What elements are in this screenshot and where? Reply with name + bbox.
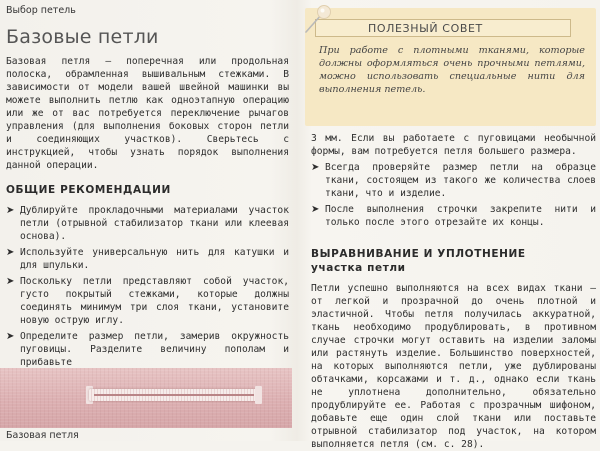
right-bullet-list — [311, 161, 596, 229]
intro-paragraph: Базовая петля — поперечная или продольная полоска, обрамленная вышивальным стежками. В зависимости от модели вашей швейной машинки вы можете выполнить петлю как одноэтапную операцию или же от вас потребуется переключение рычагов управления (для выполнения боковых сторон петли и соединяющих участков). Сверьтесь с инструкцией, чтобы узнать порядок выполнения данной операции. — [6, 56, 289, 171]
buttonhole-bartack-right — [255, 386, 262, 404]
list-item-text: Дублируйте прокладочными материалами участок петли (отрывной стабилизатор ткани или клеевая основа). — [20, 205, 289, 242]
list-item — [311, 161, 596, 200]
list-item-text: Всегда проверяйте размер петли на образце ткани, состоящем из такого же количества слоев ткани, что и изделие. — [325, 162, 596, 199]
photo-caption: Базовая петля — [6, 430, 79, 441]
continuation-paragraph: 3 мм. Если вы работаете с пуговицами необычной формы, вам потребуется петля большего размера. — [311, 133, 596, 157]
list-item-text: После выполнения строчки закрепите нити и только после этого отрезайте их концы. — [325, 204, 596, 228]
right-column — [311, 132, 596, 451]
list-item-text: Определите размер петли, замерив окружность пуговицы. Разделите величину пополам и прибавьте — [20, 331, 289, 368]
stabilizing-heading-line1: ВЫРАВНИВАНИЕ И УПЛОТНЕНИЕ — [311, 248, 526, 260]
arrowhead-bullet-icon: ➤ — [311, 204, 320, 215]
tip-box — [305, 8, 596, 126]
list-item — [6, 204, 289, 243]
arrowhead-bullet-icon: ➤ — [311, 162, 320, 173]
list-item — [6, 330, 289, 369]
tip-title: ПОЛЕЗНЫЙ СОВЕТ — [315, 19, 571, 37]
stabilizing-heading-line2: участка петли — [311, 262, 406, 274]
stabilizing-paragraph: Петли успешно выполняются на всех видах ткани — от легкой и прозрачной до очень плотной и эластичной. Чтобы петля получилась аккуратной, ткань необходимо продублировать, в противном случае строчки могут оставить на изделии заломы или растянуть изделие. Большинство поверхностей, на которых выполняются петли, уже дублированы обтачками, корсажами и т. д., однако если ткань не уплотнена дополнительно, обязательно продублируйте ее. Работая с прозрачным шифоном, добавьте еще один слой ткани или поставьте отрывной стабилизатор под участок, на котором выполняется петля (см. с. 28). — [311, 283, 596, 450]
general-bullet-list — [6, 204, 289, 369]
list-item — [6, 275, 289, 327]
arrowhead-bullet-icon: ➤ — [6, 331, 15, 342]
stabilizing-heading — [311, 247, 596, 275]
running-head: Выбор петель — [6, 5, 76, 16]
list-item — [311, 203, 596, 229]
arrowhead-bullet-icon: ➤ — [6, 205, 15, 216]
arrowhead-bullet-icon: ➤ — [6, 247, 15, 258]
list-item — [6, 246, 289, 272]
list-item-text: Поскольку петли представляют собой участок, густо покрытый стежками, которые должны соединять минимум три слоя ткани, установите новую острую иглу. — [20, 276, 289, 326]
buttonhole-slit — [94, 394, 254, 396]
tip-text: При работе с плотными тканями, которые должны оформляться очень прочными петлями, можно использовать специальные нити для выполнения петель. — [319, 45, 585, 95]
left-column — [6, 26, 289, 372]
buttonhole-photo — [0, 368, 292, 428]
section-title: Базовые петли — [6, 26, 159, 48]
general-recommendations-heading: ОБЩИЕ РЕКОМЕНДАЦИИ — [6, 184, 171, 196]
push-pin-icon — [300, 2, 334, 36]
list-item-text: Используйте универсальную нить для катушки и для шпульки. — [20, 247, 289, 271]
arrowhead-bullet-icon: ➤ — [6, 276, 15, 287]
